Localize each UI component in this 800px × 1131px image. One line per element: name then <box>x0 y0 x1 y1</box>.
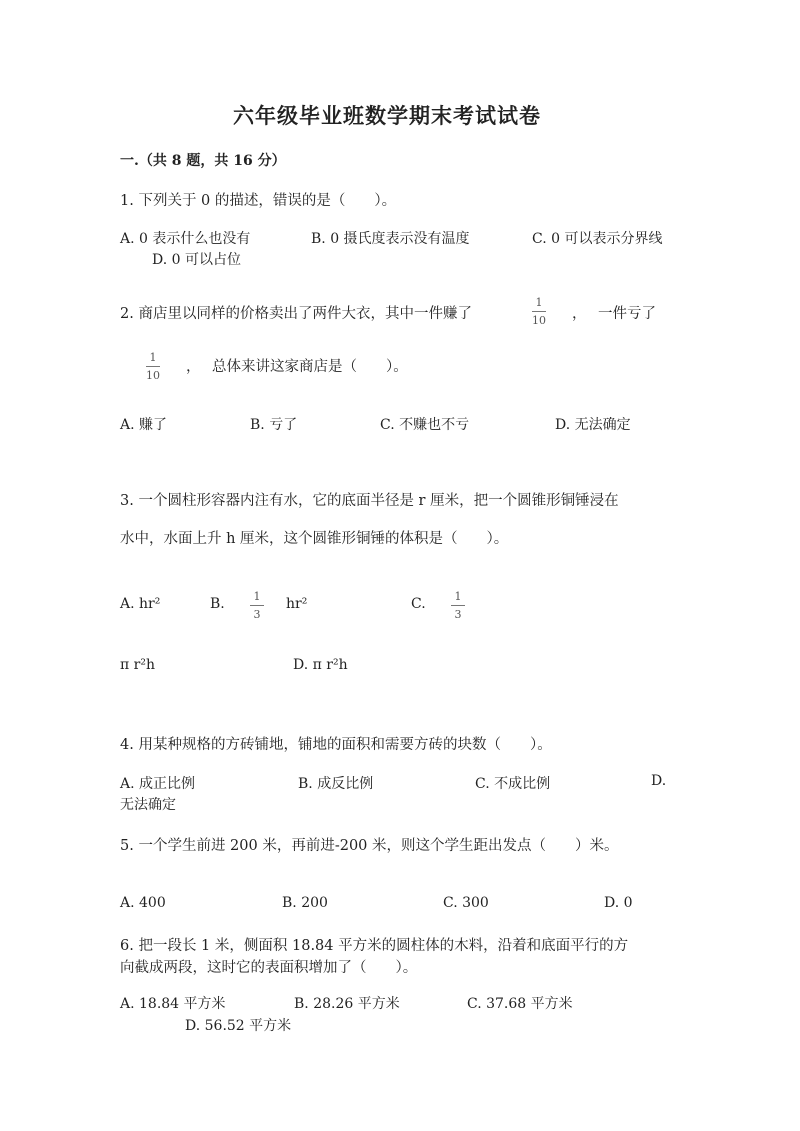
q6-option-b[interactable]: B. 28.26 平方米 <box>294 996 400 1012</box>
fraction-numerator: 1 <box>535 296 543 309</box>
q2-option-d[interactable]: D. 无法确定 <box>555 417 631 433</box>
q2-option-a[interactable]: A. 赚了 <box>120 417 168 433</box>
q3-option-b-tail: hr² <box>286 596 308 612</box>
fraction-denominator: 10 <box>146 369 160 382</box>
q5-option-c[interactable]: C. 300 <box>443 895 489 911</box>
question-5: 5. 一个学生前进 200 米，再前进-200 米，则这个学生距出发点（ ）米。 <box>120 838 619 854</box>
fraction-bar <box>532 311 546 312</box>
q2-option-b[interactable]: B. 亏了 <box>250 417 298 433</box>
q4-option-d-tail: 无法确定 <box>120 797 176 813</box>
question-3-line-2: 水中，水面上升 h 厘米，这个圆锥形铜锤的体积是（ ）。 <box>120 531 509 547</box>
question-3-line-1: 3. 一个圆柱形容器内注有水，它的底面半径是 r 厘米，把一个圆锥形铜锤浸在 <box>120 493 619 509</box>
fraction-denominator: 10 <box>532 314 546 327</box>
q4-option-b[interactable]: B. 成反比例 <box>298 776 374 792</box>
q3-fraction-c <box>451 591 465 620</box>
fraction-denominator: 3 <box>454 608 462 621</box>
q1-option-a[interactable]: A. 0 表示什么也没有 <box>120 231 251 247</box>
q6-option-a[interactable]: A. 18.84 平方米 <box>120 996 226 1012</box>
section-heading: 一.（共 8 题，共 16 分） <box>120 153 286 169</box>
q5-option-a[interactable]: A. 400 <box>120 895 166 911</box>
q3-fraction-b <box>250 591 264 620</box>
q1-option-c[interactable]: C. 0 可以表示分界线 <box>532 231 663 247</box>
question-2-line-2: 总体来讲这家商店是（ ）。 <box>212 359 408 375</box>
question-4: 4. 用某种规格的方砖铺地，铺地的面积和需要方砖的块数（ ）。 <box>120 737 552 753</box>
q1-option-b[interactable]: B. 0 摄氏度表示没有温度 <box>311 231 470 247</box>
fraction-bar <box>146 366 160 367</box>
q5-option-d[interactable]: D. 0 <box>604 895 633 911</box>
question-1: 1. 下列关于 0 的描述，错误的是（ ）。 <box>120 193 397 209</box>
fraction-numerator: 1 <box>149 351 157 364</box>
fraction-numerator: 1 <box>253 590 261 603</box>
q4-option-a[interactable]: A. 成正比例 <box>120 776 196 792</box>
q3-option-c-tail: π r²h <box>120 657 155 673</box>
q4-option-c[interactable]: C. 不成比例 <box>475 776 551 792</box>
page-title: 六年级毕业班数学期末考试试卷 <box>233 103 541 128</box>
q2-comma-2: ， <box>186 359 201 375</box>
q2-fraction-1 <box>532 297 546 326</box>
fraction-bar <box>250 605 264 606</box>
question-6-line-2: 向截成两段，这时它的表面积增加了（ ）。 <box>120 960 418 976</box>
q5-option-b[interactable]: B. 200 <box>282 895 328 911</box>
question-2-line-1b: 一件亏了 <box>598 306 656 322</box>
q6-option-c[interactable]: C. 37.68 平方米 <box>467 996 573 1012</box>
q3-option-c[interactable]: C. <box>411 596 426 612</box>
question-2-line-1: 2. 商店里以同样的价格卖出了两件大衣，其中一件赚了 <box>120 306 472 322</box>
fraction-denominator: 3 <box>253 608 261 621</box>
q3-option-d[interactable]: D. π r²h <box>293 657 348 673</box>
q1-option-d[interactable]: D. 0 可以占位 <box>152 252 241 268</box>
q4-option-d[interactable]: D. <box>651 773 667 789</box>
q6-option-d[interactable]: D. 56.52 平方米 <box>185 1018 292 1034</box>
q3-option-b[interactable]: B. <box>210 596 225 612</box>
q2-comma-1: ， <box>572 306 587 322</box>
fraction-bar <box>451 605 465 606</box>
q2-option-c[interactable]: C. 不赚也不亏 <box>380 417 470 433</box>
q2-fraction-2 <box>146 352 160 381</box>
question-6-line-1: 6. 把一段长 1 米，侧面积 18.84 平方米的圆柱体的木料，沿着和底面平行的方 <box>120 938 629 954</box>
q3-option-a[interactable]: A. hr² <box>120 596 161 612</box>
fraction-numerator: 1 <box>454 590 462 603</box>
